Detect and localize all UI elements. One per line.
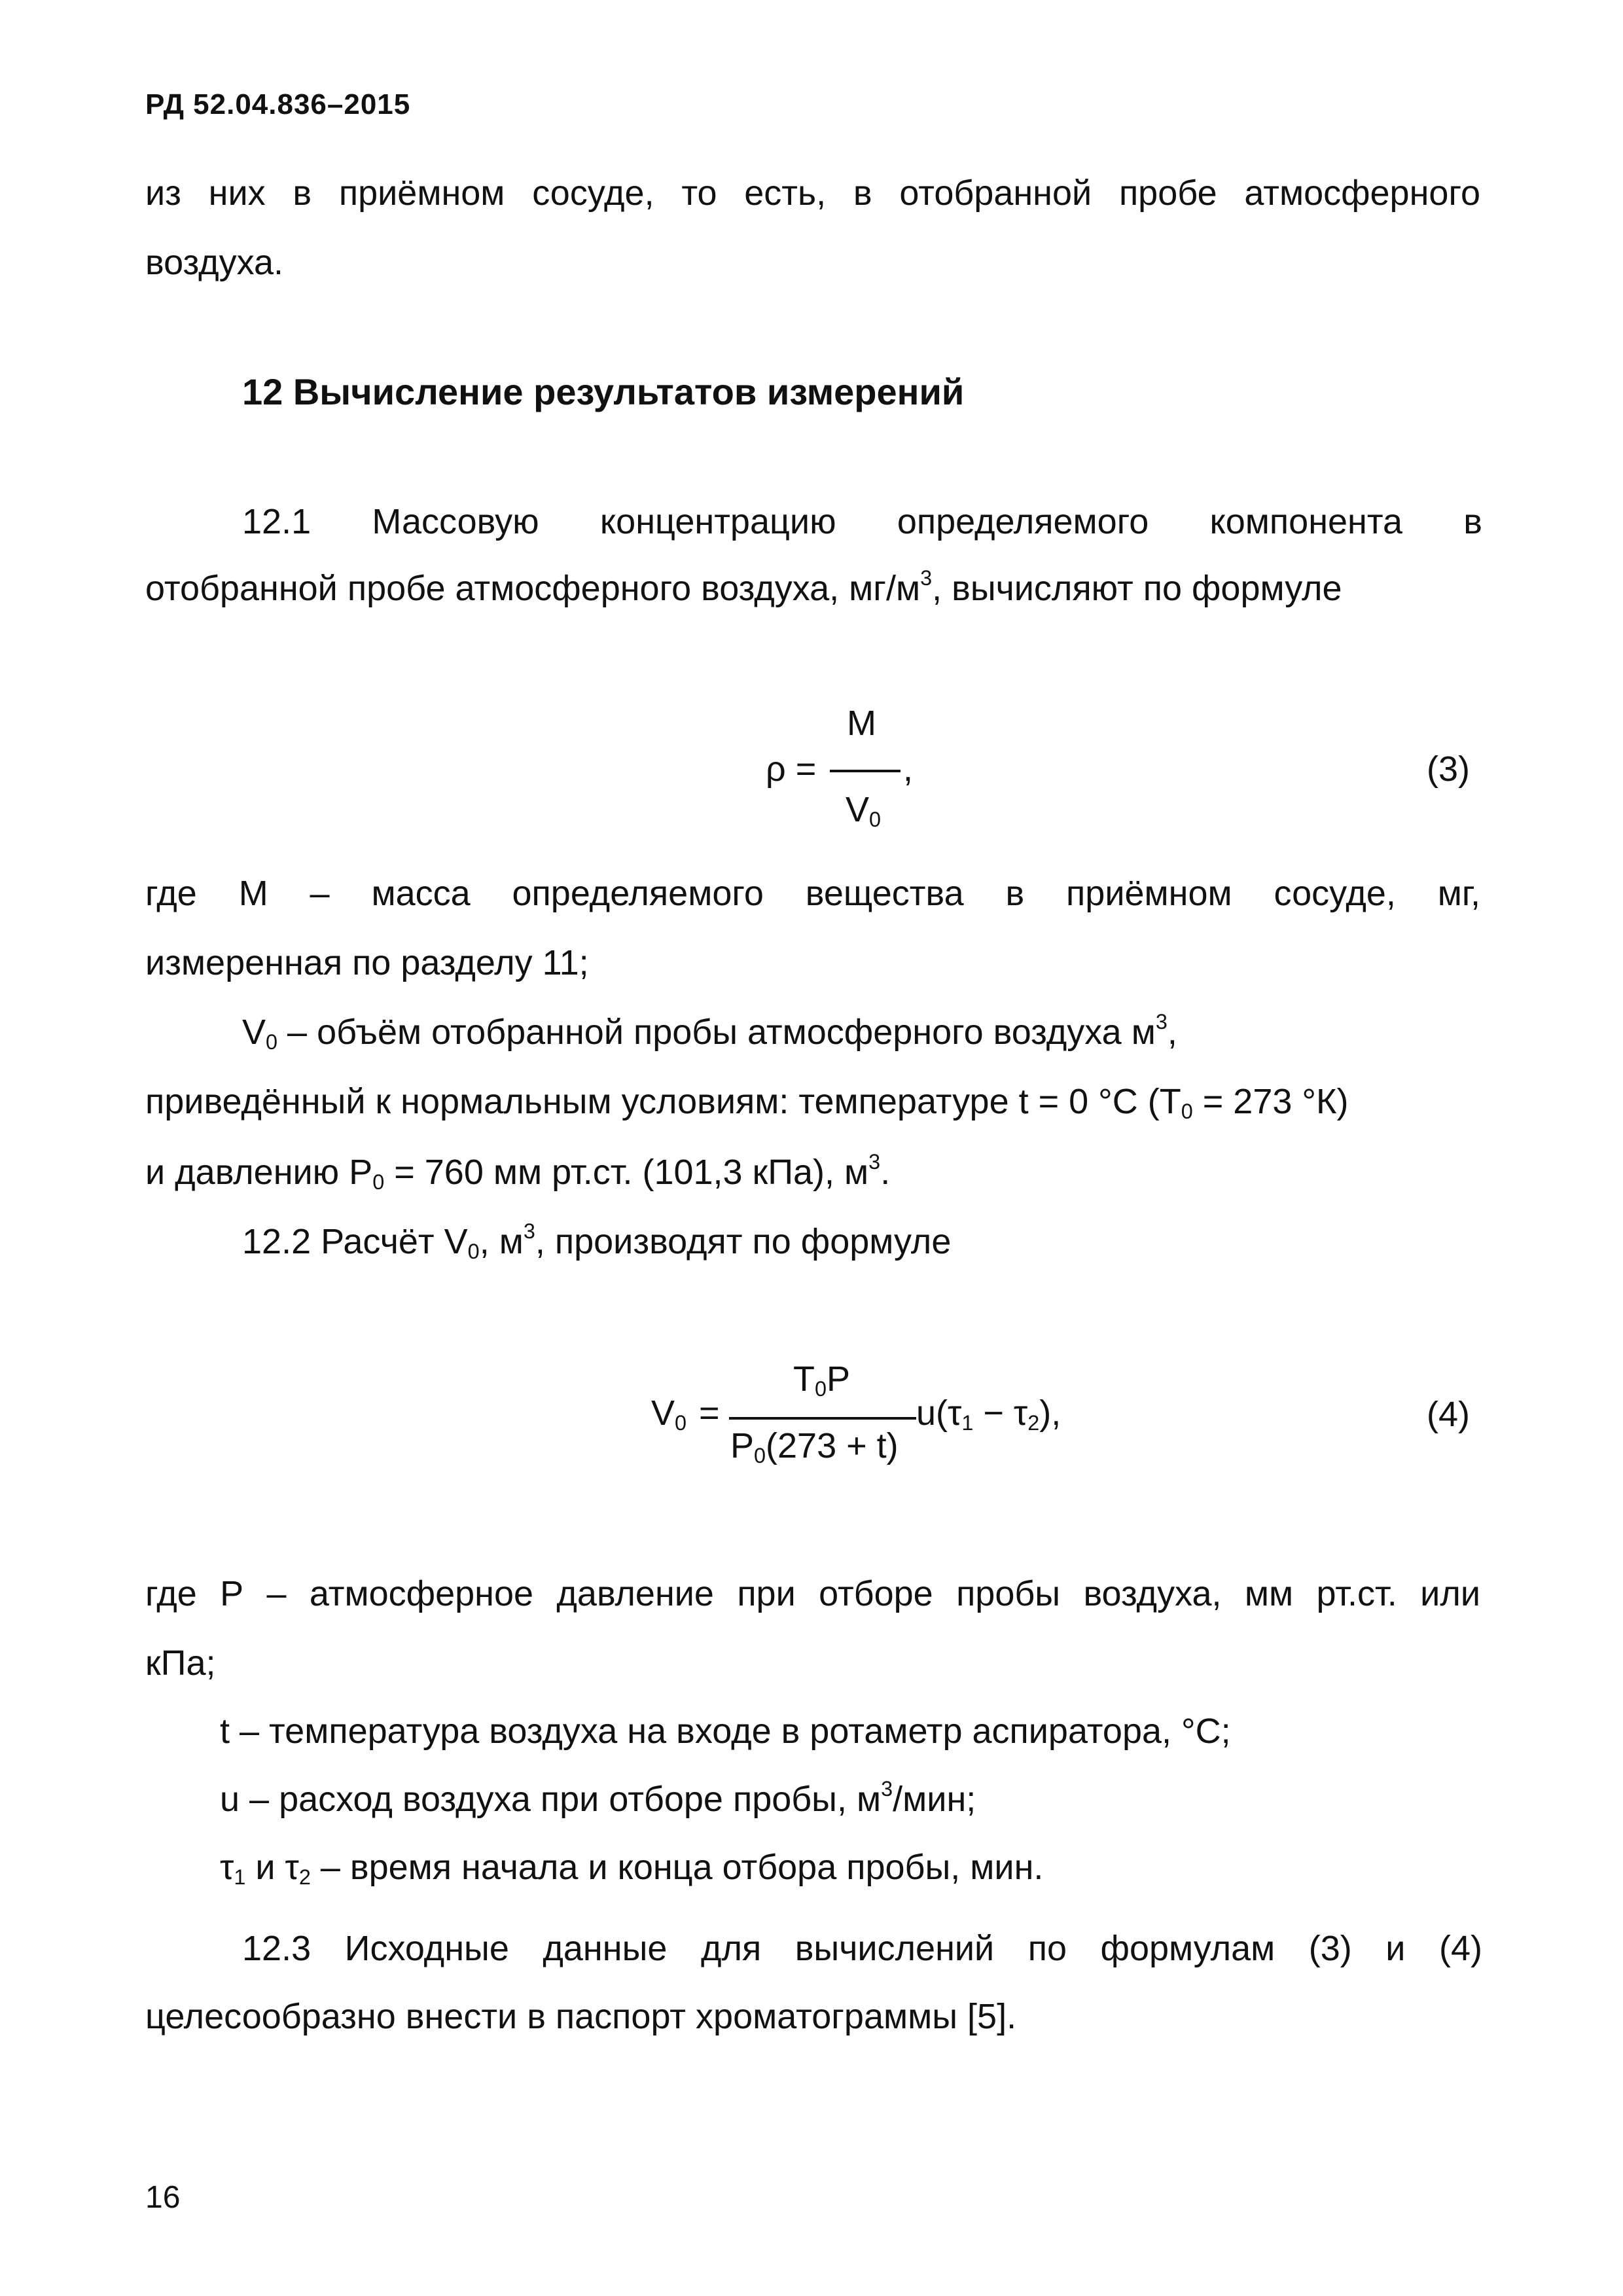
document-code-header: РД 52.04.836–2015 xyxy=(145,88,411,120)
paragraph-12-2: 12.2 Расчёт $V_0$, $м^3$, производят по формуле xyxy=(242,1219,952,1264)
eq3-numerator: M xyxy=(847,704,876,743)
eq4-tail: $u(\tau_1 - \tau_2)$, xyxy=(916,1393,1061,1435)
where2-line-2: кПа; xyxy=(145,1643,216,1683)
eq4-denominator: $P_0(273 + t)$ xyxy=(730,1426,899,1468)
eq4-equals: = xyxy=(699,1393,720,1433)
eq4-number: (4) xyxy=(1427,1395,1470,1434)
where2-line-4: u – расход воздуха при отборе пробы, $м^3$/мин; xyxy=(220,1777,976,1819)
paragraph-12-3-line-2: целесообразно внести в паспорт хроматограммы [5]. xyxy=(145,1997,1017,2036)
page-number: 16 xyxy=(145,2180,181,2215)
eq3-fraction-bar xyxy=(830,770,901,772)
eq3-lhs: ρ = xyxy=(766,749,817,789)
eq3-comma: , xyxy=(903,749,914,789)
paragraph-12-1-line-1: 12.1 Массовую концентрацию определяемого компонента в xyxy=(242,502,1482,541)
paragraph-12-1-line-2: отобранной пробе атмосферного воздуха, $мг/м^3$, вычисляют по формуле xyxy=(145,566,1342,608)
eq3-denominator: $V_0$ xyxy=(846,790,882,832)
where1-line-5: и давлению $Р_0 = 760$ мм рт.ст. (101,3 кПа), $м^3$. xyxy=(145,1150,891,1194)
eq4-numerator: $T_0P$ xyxy=(793,1359,851,1401)
where2-line-1: где Р – атмосферное давление при отборе пробы воздуха, мм рт.ст. или xyxy=(145,1574,1480,1613)
eq4-lhs: $V_0$ xyxy=(651,1393,687,1435)
where1-line-2: измеренная по разделу 11; xyxy=(145,943,589,982)
section-heading: 12 Вычисление результатов измерений xyxy=(242,371,965,412)
where2-line-5: $\tau_1$ и $\tau_2$ – время начала и конца отбора пробы, мин. xyxy=(220,1848,1044,1890)
paragraph-continuation-line-1: из них в приёмном сосуде, то есть, в отобранной пробе атмосферного xyxy=(145,173,1480,213)
where1-line-3: $V_0$ – объём отобранной пробы атмосферного воздуха $м^3$, xyxy=(242,1010,1177,1054)
paragraph-continuation-line-2: воздуха. xyxy=(145,243,284,282)
eq3-number: (3) xyxy=(1427,749,1470,789)
where2-line-3: t – температура воздуха на входе в ротаметр аспиратора, °С; xyxy=(220,1712,1231,1751)
where1-line-4: приведённый к нормальным условиям: температуре t = 0 °С ($Т_0 = 273$ °К) xyxy=(145,1082,1349,1124)
paragraph-12-3-line-1: 12.3 Исходные данные для вычислений по формулам (3) и (4) xyxy=(242,1929,1482,1968)
eq4-fraction-bar xyxy=(729,1417,916,1420)
where1-line-1: где M – масса определяемого вещества в приёмном сосуде, мг, xyxy=(145,874,1480,913)
